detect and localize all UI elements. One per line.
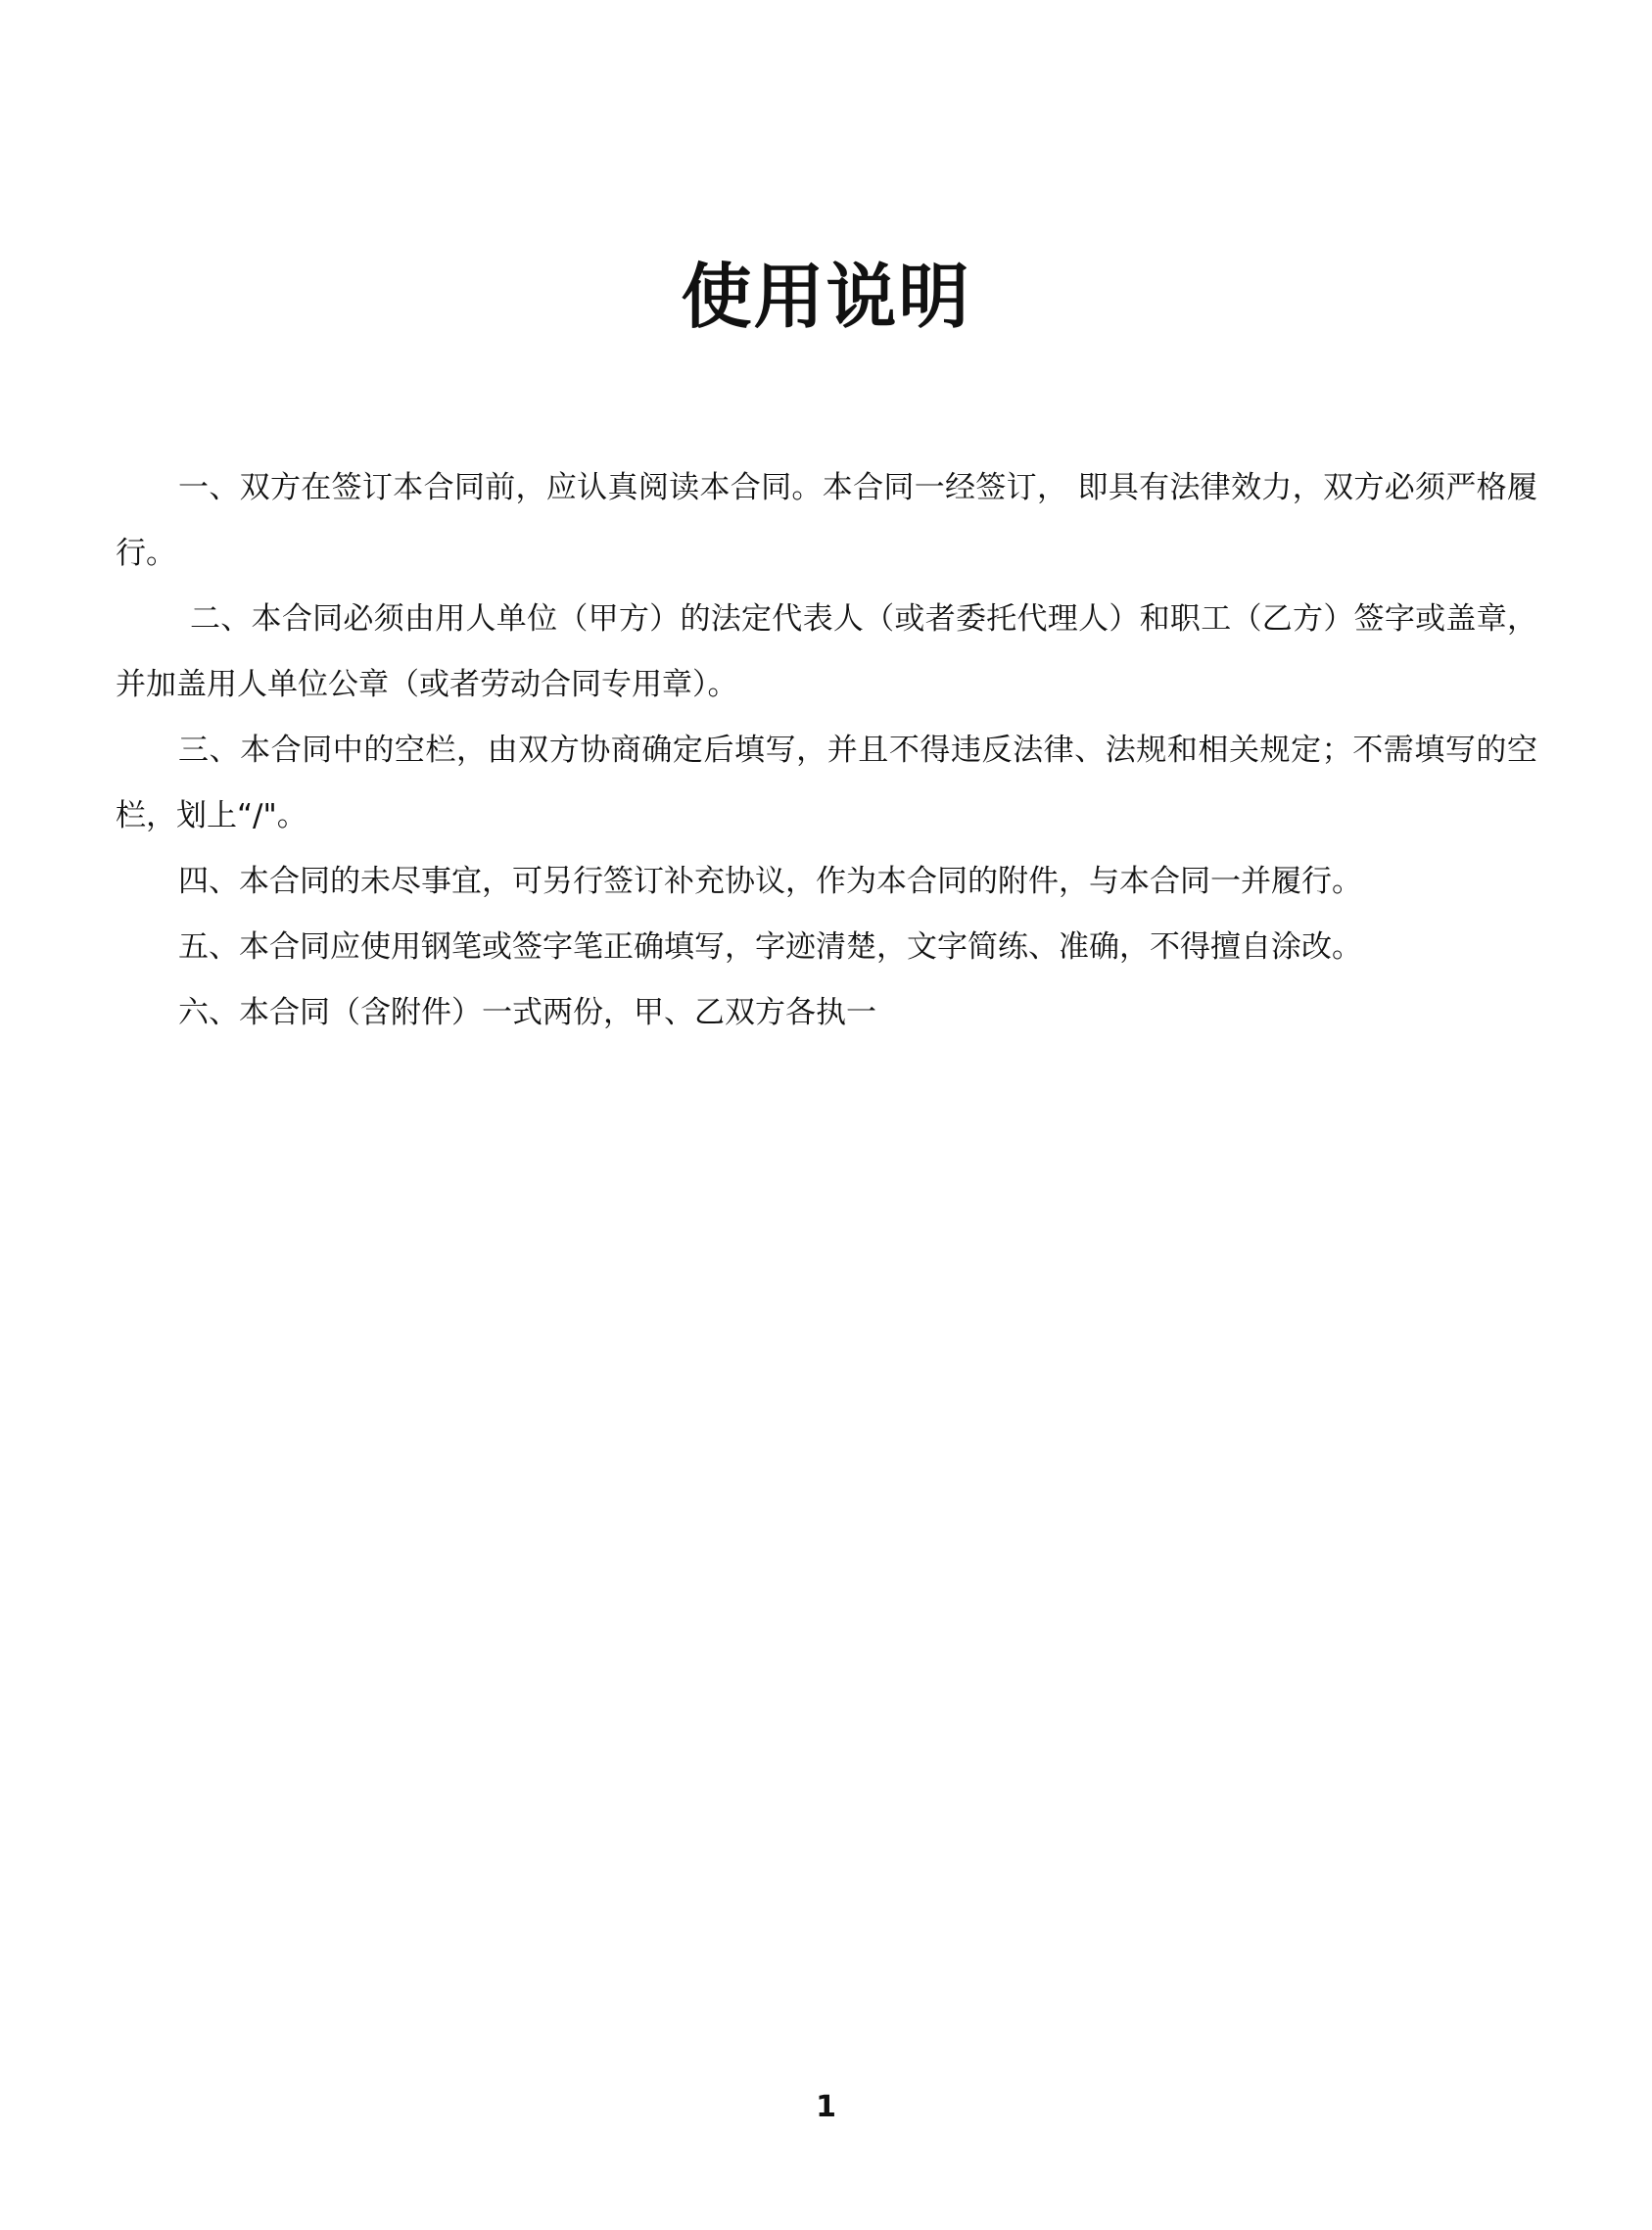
instruction-paragraph-1: 一、双方在签订本合同前，应认真阅读本合同。本合同一经签订， 即具有法律效力，双方必须严格履行。 bbox=[116, 470, 1537, 571]
page-title: 使用说明 bbox=[681, 256, 971, 339]
instruction-paragraph-4: 四、本合同的未尽事宜，可另行签订补充协议，作为本合同的附件，与本合同一并履行。 bbox=[178, 864, 1362, 899]
instruction-paragraph-3: 三、本合同中的空栏，由双方协商确定后填写，并且不得违反法律、法规和相关规定；不需填写的空栏，划上“/"。 bbox=[116, 733, 1537, 833]
instruction-paragraph-6: 六、本合同（含附件）一式两份，甲、乙双方各执一 bbox=[178, 995, 876, 1030]
instruction-paragraph-2: 二、本合同必须由用人单位（甲方）的法定代表人（或者委托代理人）和职工（乙方）签字或盖章，并加盖用人单位公章（或者劳动合同专用章）。 bbox=[116, 601, 1537, 702]
instructions-body bbox=[116, 455, 1537, 1046]
page-number: 1 bbox=[816, 2090, 836, 2124]
instruction-paragraph-5: 五、本合同应使用钢笔或签字笔正确填写，字迹清楚，文字简练、准确，不得擅自涂改。 bbox=[178, 929, 1362, 965]
